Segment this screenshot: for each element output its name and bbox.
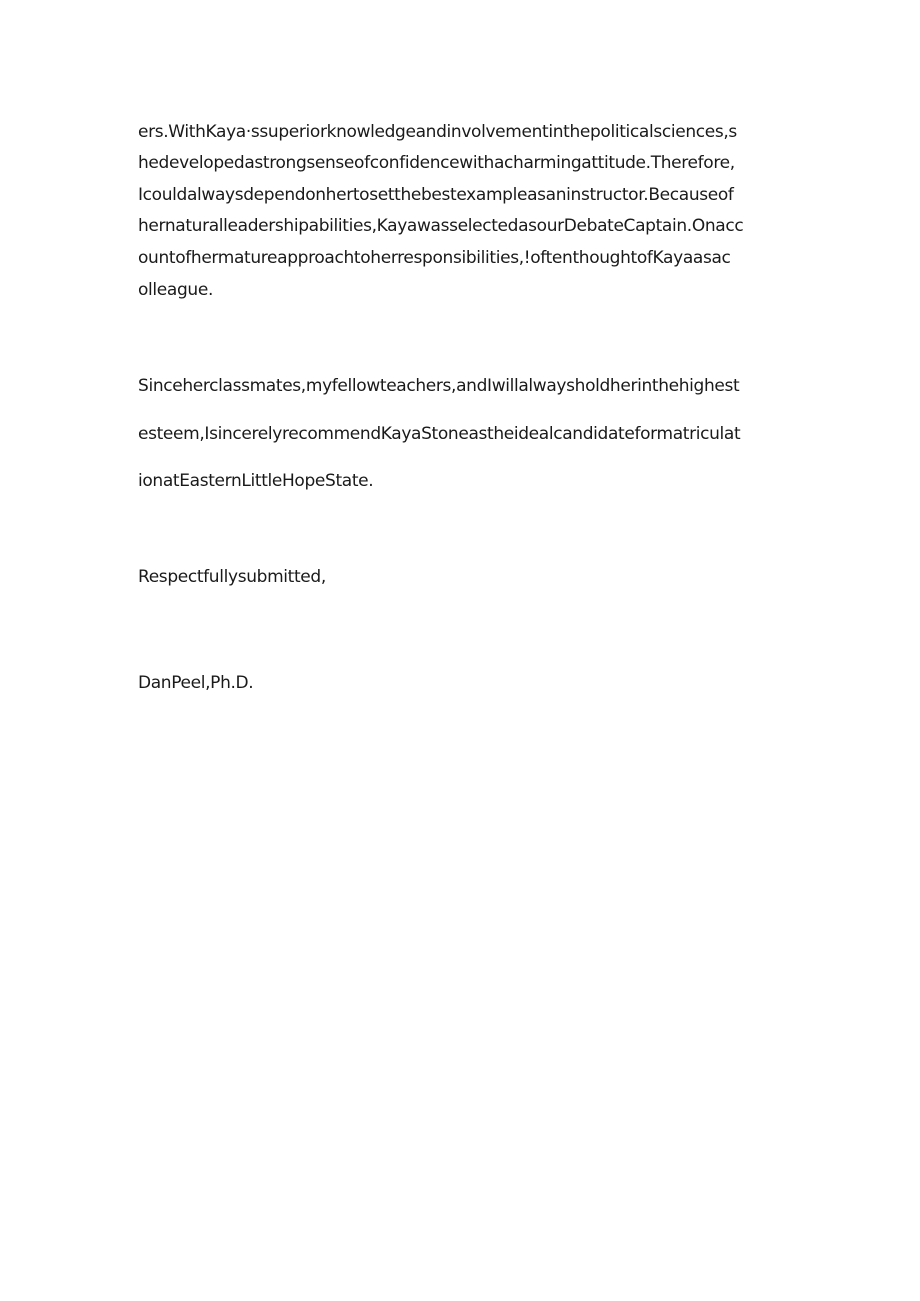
paragraph-line: ionatEasternLittleHopeState. <box>138 471 374 491</box>
paragraph-line: Icouldalwaysdependonhertosetthebestexampleasaninstructor.Becauseof <box>138 185 734 205</box>
closing-line: Respectfullysubmitted, <box>138 567 326 587</box>
paragraph-line: hedevelopedastrongsenseofconfidencewithacharmingattitude.Therefore, <box>138 153 735 173</box>
paragraph-line: ers.WithKaya·ssuperiorknowledgeandinvolvementinthepoliticalsciences,s <box>138 122 737 142</box>
paragraph-line: hernaturalleadershipabilities,KayawasselectedasourDebateCaptain.Onacc <box>138 216 744 236</box>
paragraph-line: Sinceherclassmates,myfellowteachers,andIwillalwaysholdherinthehighest <box>138 376 740 396</box>
paragraph-line: ountofhermatureapproachtoherresponsibilities,!oftenthoughtofKayaasac <box>138 248 731 268</box>
paragraph-line: olleague. <box>138 280 214 300</box>
paragraph-line: esteem,IsincerelyrecommendKayaStoneastheidealcandidateformatriculat <box>138 424 741 444</box>
signature-name: DanPeel,Ph.D. <box>138 673 254 693</box>
